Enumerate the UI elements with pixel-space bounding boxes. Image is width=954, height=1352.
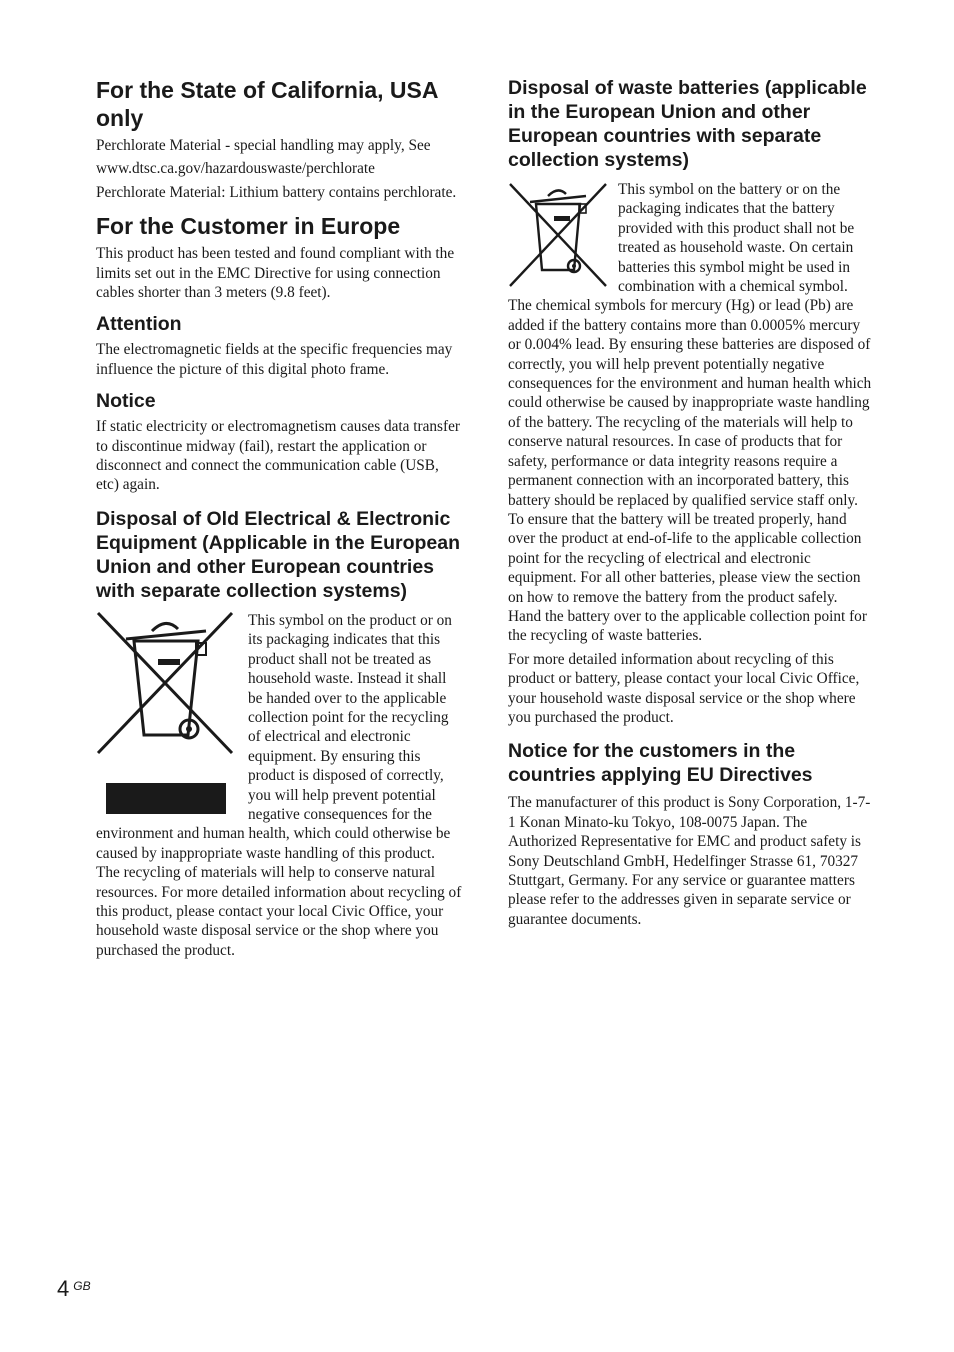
page-number: 4 (57, 1276, 70, 1301)
attention-heading: Attention (96, 313, 182, 336)
europe-text: This product has been tested and found compliant with the limits set out in the EMC Directive for using connection cables shorter than 3 meters (9.8 feet). (96, 245, 455, 302)
california-url: www.dtsc.ca.gov/hazardouswaste/perchlorate (96, 160, 375, 178)
region-code: GB (73, 1279, 91, 1293)
disposal-batteries-text-1: This symbol on the battery or on the packaging indicates that the battery provided with this product shall not be treated as household waste. On certain batteries this symbol might be used in combination with a chemical symbol. The chemical symbols for mercury (Hg) or lead (Pb) are added if the battery contains more than 0.0005% mercury or 0.004% lead. By ensuring these batteries are disposed of correctly, you will help prevent potentially negative consequences for the environment and human health which could otherwise be caused by inappropriate waste handling of the battery. The recycling of the materials will help to conserve natural resources. In case of products that for safety, performance or data integrity reasons require a permanent connection with an incorporated battery, this battery should be replaced by qualified service staff only. To ensure that the battery will be treated properly, hand over the product at end-of-life to the applicable collection point for the recycling of electrical and electronic equipment. For all other batteries, please view the section on how to remove the battery from the product safely. Hand the battery over to the applicable collection point for the recycling of waste batteries. (508, 181, 872, 645)
crossed-out-bin-battery-icon (508, 182, 608, 290)
attention-text: The electromagnetic fields at the specific frequencies may influence the picture of this digital photo frame. (96, 341, 453, 378)
california-text-1: Perchlorate Material - special handling may apply, See (96, 137, 431, 154)
disposal-equipment-heading: Disposal of Old Electrical & Electronic Equipment (Applicable in the European Union and other European countries with separate collection systems) (96, 507, 461, 602)
notice-text: If static electricity or electromagnetism causes data transfer to discontinue midway (fail), restart the application or disconnect and connect the communication cable (USB, etc) again. (96, 418, 460, 494)
disposal-equipment-text: This symbol on the product or on its packaging indicates that this product shall not be treated as household waste. Instead it shall be handed over to the applicable collection point for the recycling of electrical and electronic equipment. By ensuring this product is disposed of correctly, you will help prevent potential negative consequences for the environment and human health, which could otherwise be caused by inappropriate waste handling of this product. The recycling of materials will help to conserve natural resources. For more detailed information about recycling of this product, please contact your local Civic Office, your household waste disposal service or the shop where you purchased the product. (96, 611, 462, 959)
disposal-batteries-heading: Disposal of waste batteries (applicable in the European Union and other European countries with separate collection systems) (508, 77, 867, 171)
notice-heading: Notice (96, 390, 156, 413)
solid-bar (106, 783, 226, 814)
eu-directives-text: The manufacturer of this product is Sony Corporation, 1-7-1 Konan Minato-ku Tokyo, 108-0075 Japan. The Authorized Representative for EMC and product safety is Sony Deutschland GmbH, Hedelfinger Strasse 61, 70327 Stuttgart, Germany. For any service or guarantee matters please refer to the addresses given in separate service or guarantee documents. (508, 794, 871, 928)
left-column (96, 76, 462, 960)
eu-directives-heading: Notice for the customers in the countries applying EU Directives (508, 740, 813, 787)
europe-heading: For the Customer in Europe (96, 213, 401, 240)
page-footer (57, 1276, 91, 1302)
disposal-batteries-text-2: For more detailed information about recycling of this product or battery, please contact your local Civic Office, your household waste disposal service or the shop where you purchased the product. (508, 650, 860, 726)
california-heading: For the State of California, USA only (96, 77, 438, 131)
crossed-out-wheelie-bin-icon (96, 611, 236, 819)
california-text-2: Perchlorate Material: Lithium battery contains perchlorate. (96, 183, 457, 201)
right-column (508, 76, 874, 929)
